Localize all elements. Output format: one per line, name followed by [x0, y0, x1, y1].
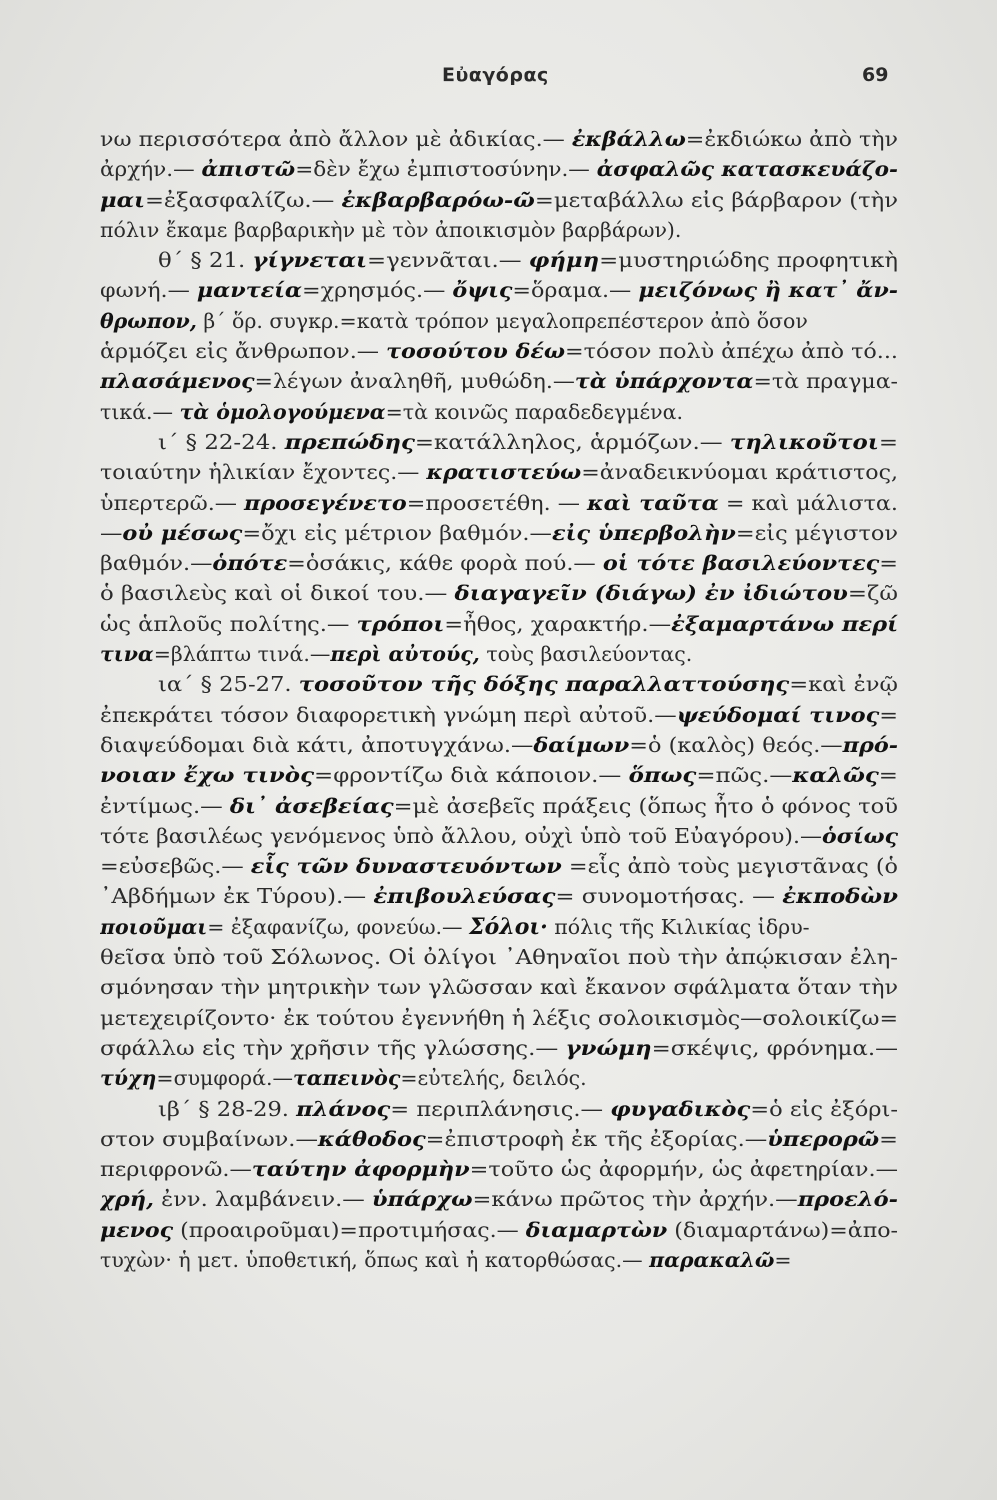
gloss-text: =τοῦτο ὡς ἀφορμήν, ὡς ἀφετηρίαν.—	[469, 1157, 898, 1182]
gloss-text: =ἐπιστροφὴ ἐκ τῆς ἐξορίας.—	[425, 1126, 768, 1151]
gloss-text: =εὐσεβῶς.—	[100, 854, 251, 879]
glossary-term: δι᾽ ἀσεβείας	[229, 793, 394, 818]
gloss-text: ἐντίμως.—	[100, 793, 230, 818]
glossary-term: γνώμη	[565, 1035, 652, 1060]
gloss-text: θ´ § 21.	[158, 248, 253, 273]
glossary-term: ψεύδομαί τινος	[676, 702, 880, 727]
glossary-term: ποιοῦμαι	[100, 914, 208, 939]
gloss-text: ἁρμόζει εἰς ἄνθρωπον.—	[100, 339, 387, 364]
gloss-text: = περιπλάνησις.—	[390, 1096, 611, 1121]
text-line	[100, 972, 900, 1002]
glossary-term: πλάνος	[296, 1096, 391, 1121]
glossary-term: ὁσίως	[822, 823, 898, 848]
gloss-text: =τόσον πολὺ ἀπέχω ἀπὸ τό...	[565, 339, 898, 364]
gloss-text: ια´ § 25-27.	[158, 672, 299, 697]
gloss-text: =ὁ (καλὸς) θεός.—	[629, 732, 843, 757]
gloss-text: σφάλλω εἰς τὴν χρῆσιν τῆς γλώσσης.—	[100, 1035, 566, 1060]
glossary-term: περὶ αὐτούς,	[330, 642, 480, 667]
gloss-text: τυχὼν· ἡ μετ. ὑποθετική, ὅπως καὶ ἡ κατορθώσας.—	[100, 1247, 650, 1272]
glossary-term: τρόποι	[356, 611, 445, 636]
text-line	[100, 548, 900, 578]
glossary-text	[100, 124, 900, 1275]
gloss-text: ἐνν. λαμβάνειν.—	[153, 1187, 372, 1212]
glossary-term: οὐ μέσως	[122, 520, 243, 545]
text-line	[100, 1124, 900, 1154]
gloss-text: =εὐτελής, δειλός.	[400, 1066, 587, 1091]
glossary-term: διαμαρτὼν	[525, 1217, 668, 1242]
glossary-term: τηλικοῦτοι	[729, 429, 879, 454]
gloss-text: =τὰ πραγμα-	[753, 369, 899, 394]
text-line	[100, 488, 900, 518]
gloss-text: διαψεύδομαι διὰ κάτι, ἀποτυγχάνω.—	[100, 732, 534, 757]
glossary-term: Σόλοι·	[469, 913, 548, 940]
text-line	[100, 700, 900, 730]
text-line	[100, 730, 900, 760]
glossary-term: πρεπώδης	[284, 429, 415, 454]
gloss-text: ὡς ἁπλοῦς πολίτης.—	[100, 611, 357, 636]
gloss-text: (διαμαρτάνω)=ἀπο-	[667, 1217, 898, 1242]
text-line	[100, 639, 900, 669]
gloss-text: =γεννᾶται.—	[367, 248, 529, 273]
text-line	[100, 1003, 900, 1033]
text-line	[100, 427, 900, 457]
glossary-term: κάθοδος	[317, 1126, 426, 1151]
gloss-text: =μυστηριώδης προφητικὴ	[599, 248, 898, 273]
gloss-text: =πῶς.—	[696, 763, 793, 788]
gloss-text: ἐπεκράτει τόσον διαφορετικὴ γνώμη περὶ αὐτοῦ.—	[100, 702, 677, 727]
glossary-term: γίγνεται	[252, 248, 368, 273]
gloss-text: =ἦθος, χαρακτήρ.—	[444, 611, 672, 636]
glossary-term: ἀπιστῶ	[201, 157, 296, 182]
gloss-text: = καὶ μάλιστα.	[718, 490, 898, 515]
glossary-term: διαγαγεῖν (διάγω) ἐν ἰδιώτου	[454, 581, 848, 606]
gloss-text: ι´ § 22-24.	[158, 429, 285, 454]
glossary-term: ἐπιβουλεύσας	[373, 884, 556, 909]
glossary-term: καὶ ταῦτα	[586, 490, 719, 515]
text-line	[100, 1063, 900, 1093]
glossary-term: προσεγένετο	[244, 490, 407, 515]
glossary-term: ἐξαμαρτάνω περί	[671, 611, 898, 636]
gloss-text: = συνομοτήσας. —	[555, 884, 783, 909]
gloss-text: β´ ὅρ. συγκρ.=κατὰ τρόπον μεγαλοπρεπέστερον ἀπὸ ὅσον	[196, 308, 808, 333]
text-line	[100, 912, 900, 942]
glossary-term: μενος	[100, 1217, 174, 1242]
text-line	[100, 457, 900, 487]
gloss-text: =	[878, 763, 898, 788]
glossary-term: δαίμων	[533, 732, 630, 757]
text-line	[100, 791, 900, 821]
gloss-text: =λέγων ἀναληθῆ, μυθώδη.—	[254, 369, 575, 394]
gloss-text: περιφρονῶ.—	[100, 1157, 252, 1182]
text-line	[100, 185, 900, 215]
glossary-term: τὰ ὁμολογούμενα	[179, 399, 386, 424]
text-line	[100, 1094, 900, 1124]
gloss-text: =εἷς ἀπὸ τοὺς μεγιστᾶνας (ὁ	[561, 854, 899, 879]
text-line	[100, 760, 900, 790]
gloss-text: =	[879, 1126, 898, 1151]
text-line	[100, 275, 900, 305]
gloss-text: =κατάλληλος, ἁρμόζων.—	[414, 429, 730, 454]
glossary-term: πρό-	[842, 732, 898, 757]
glossary-term: ὑπάρχω	[371, 1187, 473, 1212]
text-line	[100, 245, 900, 275]
gloss-text: =καὶ ἐνῷ	[789, 672, 898, 697]
gloss-text: =εἰς μέγιστον	[735, 520, 898, 545]
gloss-text: =συμφορά.—	[156, 1066, 293, 1091]
gloss-text: βαθμόν.—	[100, 551, 213, 576]
gloss-text: =προσετέθη. —	[406, 490, 587, 515]
gloss-text: =ζῶ	[847, 581, 899, 606]
gloss-text: =ὁ εἰς ἐξόρι-	[750, 1096, 898, 1121]
gloss-text: στον συμβαίνων.—	[100, 1126, 318, 1151]
page-number: 69	[862, 64, 889, 86]
gloss-text: θεῖσα ὑπὸ τοῦ Σόλωνος. Οἱ ὀλίγοι ᾽Αθηναῖοι ποὺ τὴν ἀπῴκισαν ἐλη-	[100, 945, 898, 970]
glossary-term: τοσούτου δέω	[386, 339, 566, 364]
glossary-term: οἱ τότε βασιλεύοντες	[602, 551, 880, 576]
gloss-text: =βλάπτω τινά.—	[153, 642, 331, 667]
glossary-term: τινα	[100, 642, 154, 667]
text-line	[100, 609, 900, 639]
text-line	[100, 518, 900, 548]
gloss-text: =χρησμός.—	[302, 278, 453, 303]
glossary-term: νοιαν ἔχω τινὸς	[100, 763, 315, 788]
gloss-text: ιβ´ § 28-29.	[158, 1096, 297, 1121]
gloss-text: =μὲ ἀσεβεῖς πράξεις (ὅπως ἦτο ὁ φόνος τοῦ	[393, 793, 898, 818]
gloss-text: =φροντίζω διὰ κάποιον.—	[314, 763, 629, 788]
text-line	[100, 1033, 900, 1063]
glossary-term: μαι	[100, 187, 145, 212]
gloss-text: πόλις τῆς Κιλικίας ἱδρυ-	[547, 914, 810, 939]
text-line	[100, 821, 900, 851]
glossary-term: ἀσφαλῶς κατασκευάζο-	[596, 157, 898, 182]
gloss-text: φωνή.—	[100, 278, 197, 303]
glossary-term: κρατιστεύω	[426, 460, 582, 485]
glossary-term: ὄψις	[452, 278, 513, 303]
glossary-term: ἐκβαρβαρόω-ῶ	[341, 187, 535, 212]
glossary-term: θρωπον,	[100, 308, 197, 333]
text-line	[100, 397, 900, 427]
glossary-term: τοσοῦτον τῆς δόξης παραλλαττούσης	[298, 672, 790, 697]
gloss-text: τοὺς βασιλεύοντας.	[479, 642, 693, 667]
gloss-text: ᾽Αβδήμων ἐκ Τύρου).—	[100, 884, 374, 909]
running-header	[0, 64, 997, 94]
gloss-text: =	[878, 429, 898, 454]
glossary-term: φήμη	[528, 248, 600, 273]
gloss-text: =ἀναδεικνύομαι κράτιστος,	[581, 460, 898, 485]
glossary-term: προελό-	[797, 1187, 899, 1212]
glossary-term: τὰ ὑπάρχοντα	[574, 369, 754, 394]
glossary-term: ὅπως	[628, 763, 697, 788]
gloss-text: =ὅραμα.—	[512, 278, 639, 303]
gloss-text: =ὄχι εἰς μέτριον βαθμόν.—	[242, 520, 552, 545]
gloss-text: (προαιροῦμαι)=προτιμήσας.—	[173, 1217, 526, 1242]
gloss-text: =δὲν ἔχω ἐμπιστοσύνην.—	[295, 157, 597, 182]
text-line	[100, 881, 900, 911]
text-line	[100, 851, 900, 881]
text-line	[100, 942, 900, 972]
text-line	[100, 578, 900, 608]
glossary-term: τύχη	[100, 1066, 157, 1091]
glossary-term: καλῶς	[792, 763, 879, 788]
gloss-text: τικά.—	[100, 399, 180, 424]
gloss-text: ὁ βασιλεὺς καὶ οἱ δικοί του.—	[100, 581, 455, 606]
glossary-term: ταπεινὸς	[292, 1066, 401, 1091]
glossary-term: φυγαδικὸς	[610, 1096, 751, 1121]
gloss-text: ἀρχήν.—	[100, 157, 202, 182]
text-line	[100, 1184, 900, 1214]
glossary-term: χρή,	[100, 1187, 154, 1212]
gloss-text: τότε βασιλέως γενόμενος ὑπὸ ἄλλου, οὐχὶ ὑπὸ τοῦ Εὐαγόρου).—	[100, 823, 823, 848]
glossary-term: ἐκποδὼν	[782, 884, 898, 909]
text-line	[100, 215, 900, 245]
gloss-text: =τὰ κοινῶς παραδεδεγμένα.	[385, 399, 683, 424]
gloss-text: πόλιν ἔκαμε βαρβαρικὴν μὲ τὸν ἀποικισμὸν βαρβάρων).	[100, 217, 682, 242]
gloss-text: =κάνω πρῶτος τὴν ἀρχήν.—	[472, 1187, 798, 1212]
text-line	[100, 154, 900, 184]
gloss-text: σμόνησαν τὴν μητρικὴν των γλῶσσαν καὶ ἔκανον σφάλματα ὅταν τὴν	[100, 975, 898, 1000]
gloss-text: =σκέψις, φρόνημα.—	[651, 1035, 898, 1060]
gloss-text: μετεχειρίζοντο· ἐκ τούτου ἐγεννήθη ἡ λέξις σολοικισμὸς—σολοικίζω=	[100, 1005, 898, 1030]
glossary-term: μαντεία	[196, 278, 303, 303]
text-line	[100, 1154, 900, 1184]
gloss-text: τοιαύτην ἡλικίαν ἔχοντες.—	[100, 460, 427, 485]
gloss-text: =ἐκδιώκω ἀπὸ τὴν	[685, 127, 899, 151]
glossary-term: μειζόνως ἢ κατ᾽ ἄν-	[638, 278, 898, 303]
gloss-text: νω περισσότερα ἀπὸ ἄλλον μὲ ἀδικίας.—	[100, 127, 572, 151]
gloss-text: =μεταβάλλω εἰς βάρβαρον (τὴν	[534, 187, 898, 212]
glossary-term: ταύτην ἀφορμὴν	[251, 1157, 470, 1182]
text-line	[100, 366, 900, 396]
text-line	[100, 1245, 900, 1275]
gloss-text: =	[879, 702, 898, 727]
gloss-text: =	[774, 1247, 792, 1272]
gloss-text: =ὁσάκις, κάθε φορὰ πού.—	[287, 551, 603, 576]
glossary-term: ἐκβάλλω	[571, 127, 686, 151]
glossary-term: παρακαλῶ	[649, 1247, 775, 1272]
text-line	[100, 1215, 900, 1245]
gloss-text: =	[879, 551, 899, 576]
gloss-text: = ἐξαφανίζω, φονεύω.—	[207, 914, 470, 939]
glossary-term: εἰς ὑπερβολὴν	[551, 520, 736, 545]
text-line	[100, 669, 900, 699]
glossary-term: εἷς τῶν δυναστευόντων	[250, 854, 562, 879]
chapter-title: Εὐαγόρας	[442, 64, 549, 86]
gloss-text: ὑπερτερῶ.—	[100, 490, 245, 515]
gloss-text: =ἐξασφαλίζω.—	[144, 187, 342, 212]
text-line	[100, 124, 900, 154]
glossary-term: ὁπότε	[212, 551, 288, 576]
text-line	[100, 336, 900, 366]
glossary-term: πλασάμενος	[100, 369, 255, 394]
text-line	[100, 306, 900, 336]
gloss-text: —	[100, 520, 123, 545]
glossary-term: ὑπερορῶ	[767, 1126, 880, 1151]
